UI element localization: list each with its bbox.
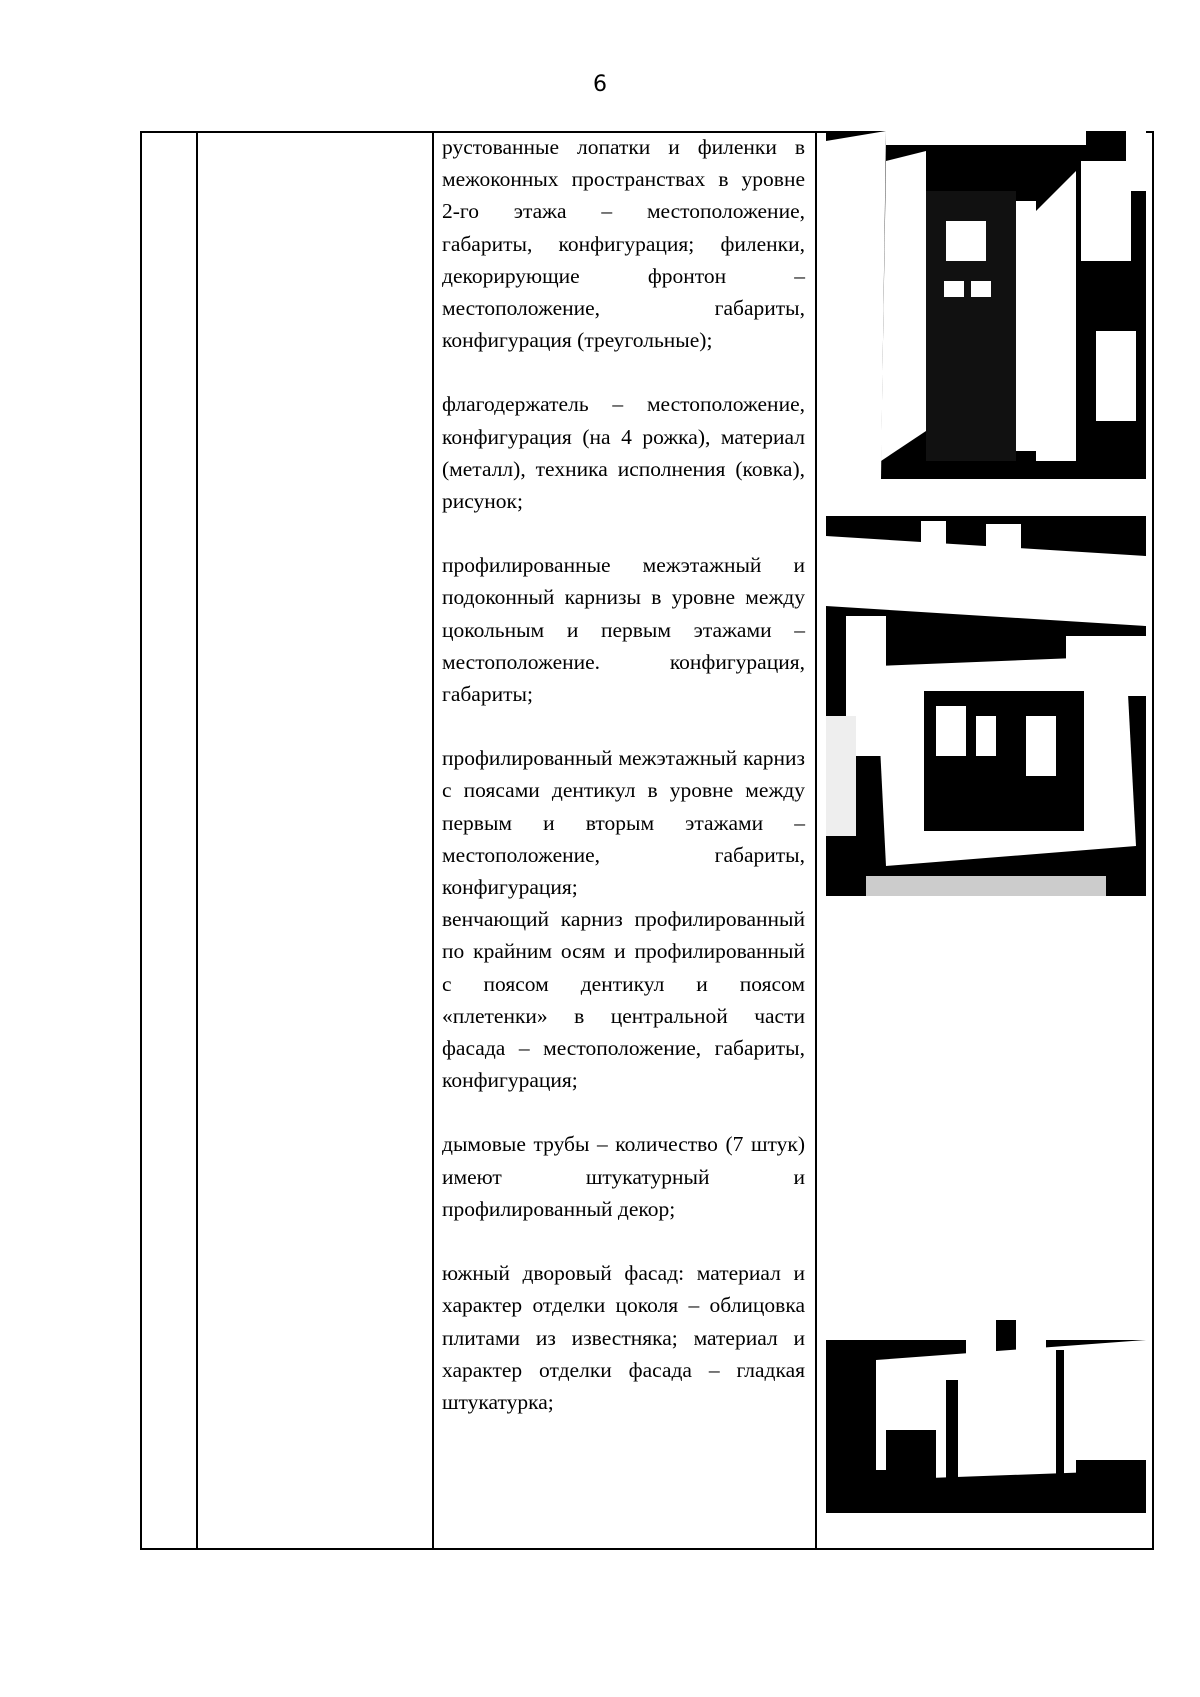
paragraph-pilasters: рустованные лопатки и филенки в межоконных пространствах в уровне 2-го этажа – местоположение, габариты, конфигурация; филенки, декорирующие фронтон – местоположение, габариты, конфигурация (треугольные);	[442, 135, 805, 353]
photo-window	[826, 516, 1146, 944]
page-number: 6	[593, 72, 607, 97]
photo-courtyard-facade	[826, 1270, 1146, 1513]
paragraph-basement-cornices: профилированные межэтажный и подоконный карнизы в уровне между цокольным и первым этажами – местоположение. конфигурация, габариты;	[442, 553, 805, 707]
paragraph-interfloor-cornice: профилированный межэтажный карниз с поясами дентикул в уровне между первым и вторым этажами – местоположение, габариты, конфигурация;	[442, 746, 805, 900]
column-divider-1	[196, 133, 198, 1548]
photo-doorway	[826, 131, 1146, 479]
description-column	[442, 131, 805, 1418]
paragraph-crowning-cornice: венчающий карниз профилированный по крайним осям и профилированный с поясом дентикул и поясом «плетенки» в центральной части фасада – местоположение, габариты, конфигурация;	[442, 907, 805, 1093]
paragraph-flag-holder: флагодержатель – местоположение, конфигурация (на 4 рожка), материал (металл), техника исполнения (ковка), рисунок;	[442, 392, 805, 514]
paragraph-chimneys: дымовые трубы – количество (7 штук) имеют штукатурный и профилированный декор;	[442, 1132, 805, 1221]
paragraph-courtyard-facade: южный дворовый фасад: материал и характер отделки цоколя – облицовка плитами из известняка; материал и характер отделки фасада – гладкая штукатурка;	[442, 1261, 805, 1414]
column-divider-3	[815, 133, 817, 1548]
column-divider-2	[432, 133, 434, 1548]
